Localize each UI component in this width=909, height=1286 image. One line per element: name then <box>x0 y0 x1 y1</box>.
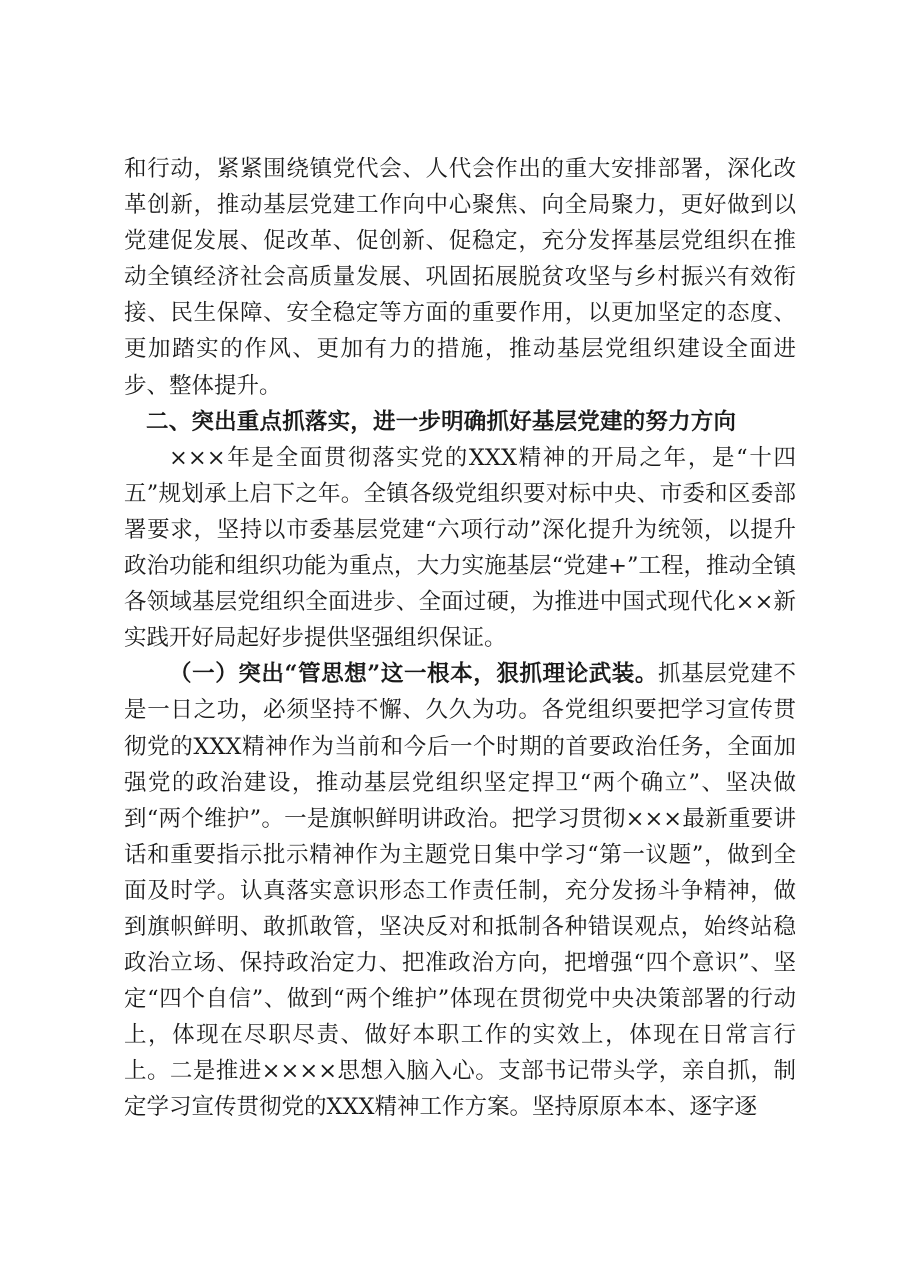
document-page <box>124 151 796 1126</box>
body-paragraph: ×××年是全面贯彻落实党的XXX精神的开局之年，是“十四五”规划承上启下之年。全镇各级党组织要对标中央、市委和区委部署要求，坚持以市委基层党建“六项行动”深化提升为统领，以提升政治功能和组织功能为重点，大力实施基层“党建+”工程，推动全镇各领域基层党组织全面进步、全面过硬，为推进中国式现代化××新实践开好局起好步提供坚强组织保证。 <box>124 444 796 652</box>
subsection-heading: （一）突出“管思想”这一根本，狠抓理论武装。 <box>169 661 658 688</box>
body-paragraph: 和行动，紧紧围绕镇党代会、人代会作出的重大安排部署，深化改革创新，推动基层党建工作向中心聚焦、向全局聚力，更好做到以党建促发展、促改革、促创新、促稳定，充分发挥基层党组织在推动全镇经济社会高质量发展、巩固拓展脱贫攻坚与乡村振兴有效衔接、民生保障、安全稳定等方面的重要作用，以更加坚定的态度、更加踏实的作风、更加有力的措施，推动基层党组织建设全面进步、整体提升。 <box>124 156 796 399</box>
paragraph-text: 抓基层党建不是一日之功，必须坚持不懈、久久为功。各党组织要把学习宣传贯彻党的XXX精神作为当前和今后一个时期的首要政治任务，全面加强党的政治建设，推动基层党组织坚定捍卫“两个确立”、坚决做到“两个维护”。一是旗帜鲜明讲政治。把学习贯彻×××最新重要讲话和重要指示批示精神作为主题党日集中学习“第一议题”，做到全面及时学。认真落实意识形态工作责任制，充分发扬斗争精神，做到旗帜鲜明、敢抓敢管，坚决反对和抵制各种错误观点，始终站稳政治立场、保持政治定力、把准政治方向，把增强“四个意识”、坚定“四个自信”、做到“两个维护”体现在贯彻党中央决策部署的行动上，体现在尽职尽责、做好本职工作的实效上，体现在日常言行上。二是推进××××思想入脑入心。支部书记带头学，亲自抓，制定学习宣传贯彻党的XXX精神工作方案。坚持原原本本、逐字逐 <box>124 661 796 1121</box>
section-heading: 二、突出重点抓落实，进一步明确抓好基层党建的努力方向 <box>146 408 737 435</box>
body-paragraph <box>124 656 796 1125</box>
